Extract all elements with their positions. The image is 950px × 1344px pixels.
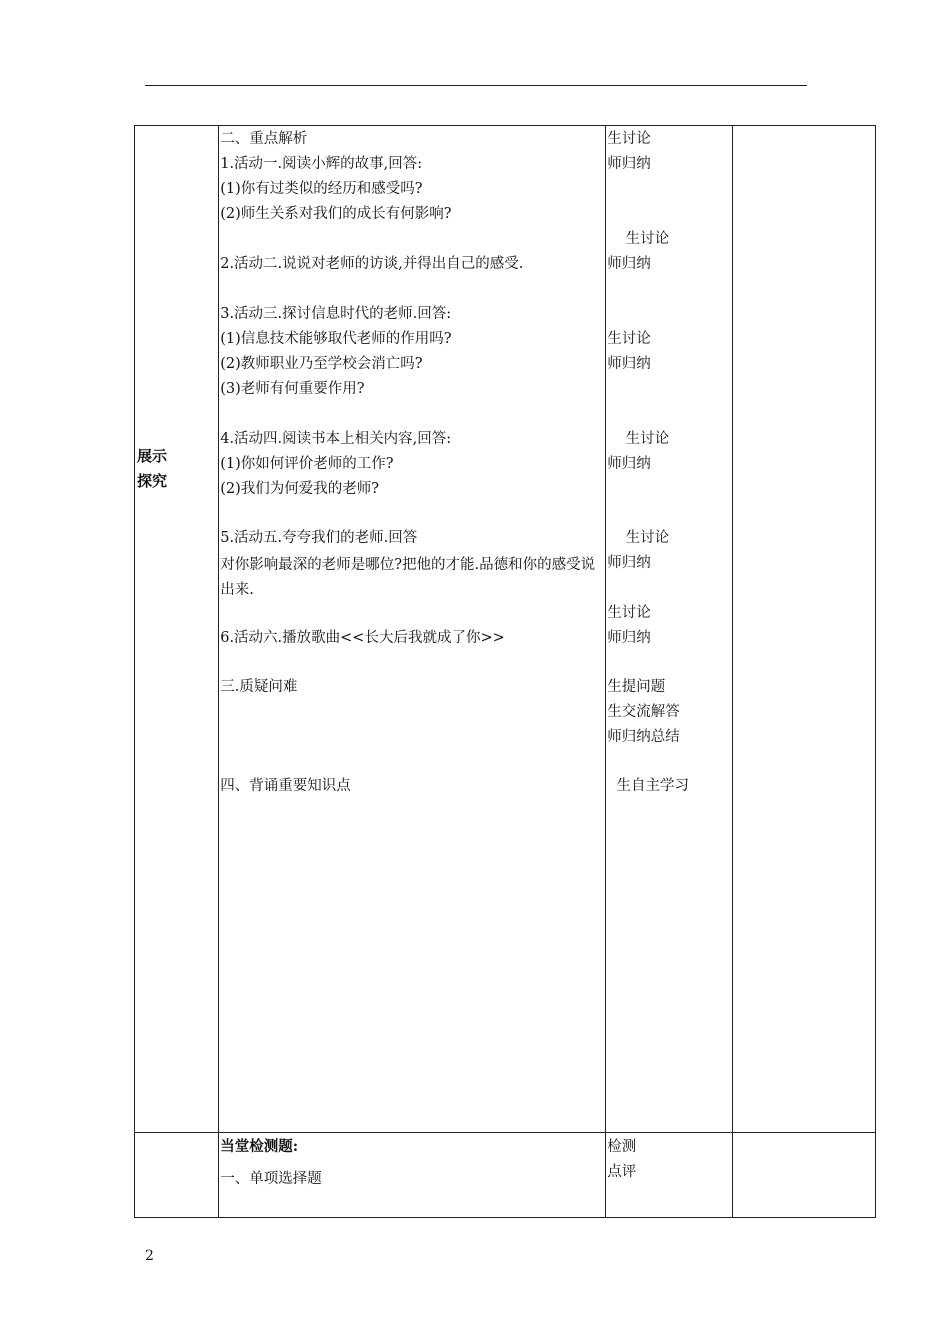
content-line: 2.活动二.说说对老师的访谈,并得出自己的感受. — [220, 256, 524, 272]
section-label: 展示 探究 — [137, 447, 168, 490]
test-method-cell — [606, 1133, 732, 1218]
content-line: 4.活动四.阅读书本上相关内容,回答: — [220, 431, 452, 447]
notes-cell — [732, 126, 875, 1133]
method-line: 检测 — [607, 1139, 637, 1155]
content-line: (1)你有过类似的经历和感受吗? — [220, 181, 423, 197]
method-line: 生交流解答 — [607, 704, 680, 720]
method-line: 师归纳 — [607, 456, 651, 472]
content-line: (2)我们为何爱我的老师? — [220, 481, 380, 497]
test-title: 当堂检测题: — [220, 1138, 299, 1155]
lesson-plan-table — [134, 125, 876, 1218]
notes-cell — [732, 1133, 875, 1218]
content-line: 1.活动一.阅读小辉的故事,回答: — [220, 156, 423, 172]
method-line: 师归纳 — [607, 256, 651, 272]
method-line: 师归纳 — [607, 630, 651, 646]
page-number: 2 — [145, 1248, 154, 1264]
method-line: 生讨论 — [607, 431, 670, 447]
content-line: 三.质疑问难 — [220, 679, 298, 695]
content-line: 四、背诵重要知识点 — [220, 778, 351, 794]
section-cell — [135, 1133, 219, 1218]
content-line: (2)教师职业乃至学校会消亡吗? — [220, 356, 423, 372]
test-content-cell — [219, 1133, 606, 1218]
method-line: 师归纳总结 — [607, 729, 680, 745]
content-line: (1)信息技术能够取代老师的作用吗? — [220, 331, 452, 347]
method-line: 生讨论 — [607, 605, 651, 621]
header-rule — [145, 85, 807, 86]
content-line: (2)师生关系对我们的成长有何影响? — [220, 206, 452, 222]
content-line: (1)你如何评价老师的工作? — [220, 456, 394, 472]
method-line: 生讨论 — [607, 331, 651, 347]
method-line: 点评 — [607, 1164, 637, 1180]
content-line: 二、重点解析 — [220, 131, 308, 147]
method-line: 师归纳 — [607, 555, 651, 571]
section-cell — [135, 126, 219, 1133]
content-line: 6.活动六.播放歌曲<<长大后我就成了你>> — [220, 630, 505, 646]
content-line: (3)老师有何重要作用? — [220, 381, 365, 397]
method-line: 生讨论 — [607, 231, 670, 247]
method-line: 生讨论 — [607, 131, 651, 147]
method-line: 生提问题 — [607, 679, 666, 695]
method-line: 师归纳 — [607, 356, 651, 372]
table-row — [135, 126, 876, 1133]
method-cell — [606, 126, 732, 1133]
content-line: 对你影响最深的老师是哪位?把他的才能.品德和你的感受说出来. — [220, 557, 596, 598]
content-line: 5.活动五.夸夸我们的老师.回答 — [220, 530, 418, 546]
test-item: 一、单项选择题 — [220, 1171, 322, 1187]
table-row — [135, 1133, 876, 1218]
content-line: 3.活动三.探讨信息时代的老师.回答: — [220, 306, 452, 322]
method-line: 生自主学习 — [607, 778, 689, 794]
content-cell — [219, 126, 606, 1133]
method-line: 生讨论 — [607, 530, 670, 546]
method-line: 师归纳 — [607, 156, 651, 172]
